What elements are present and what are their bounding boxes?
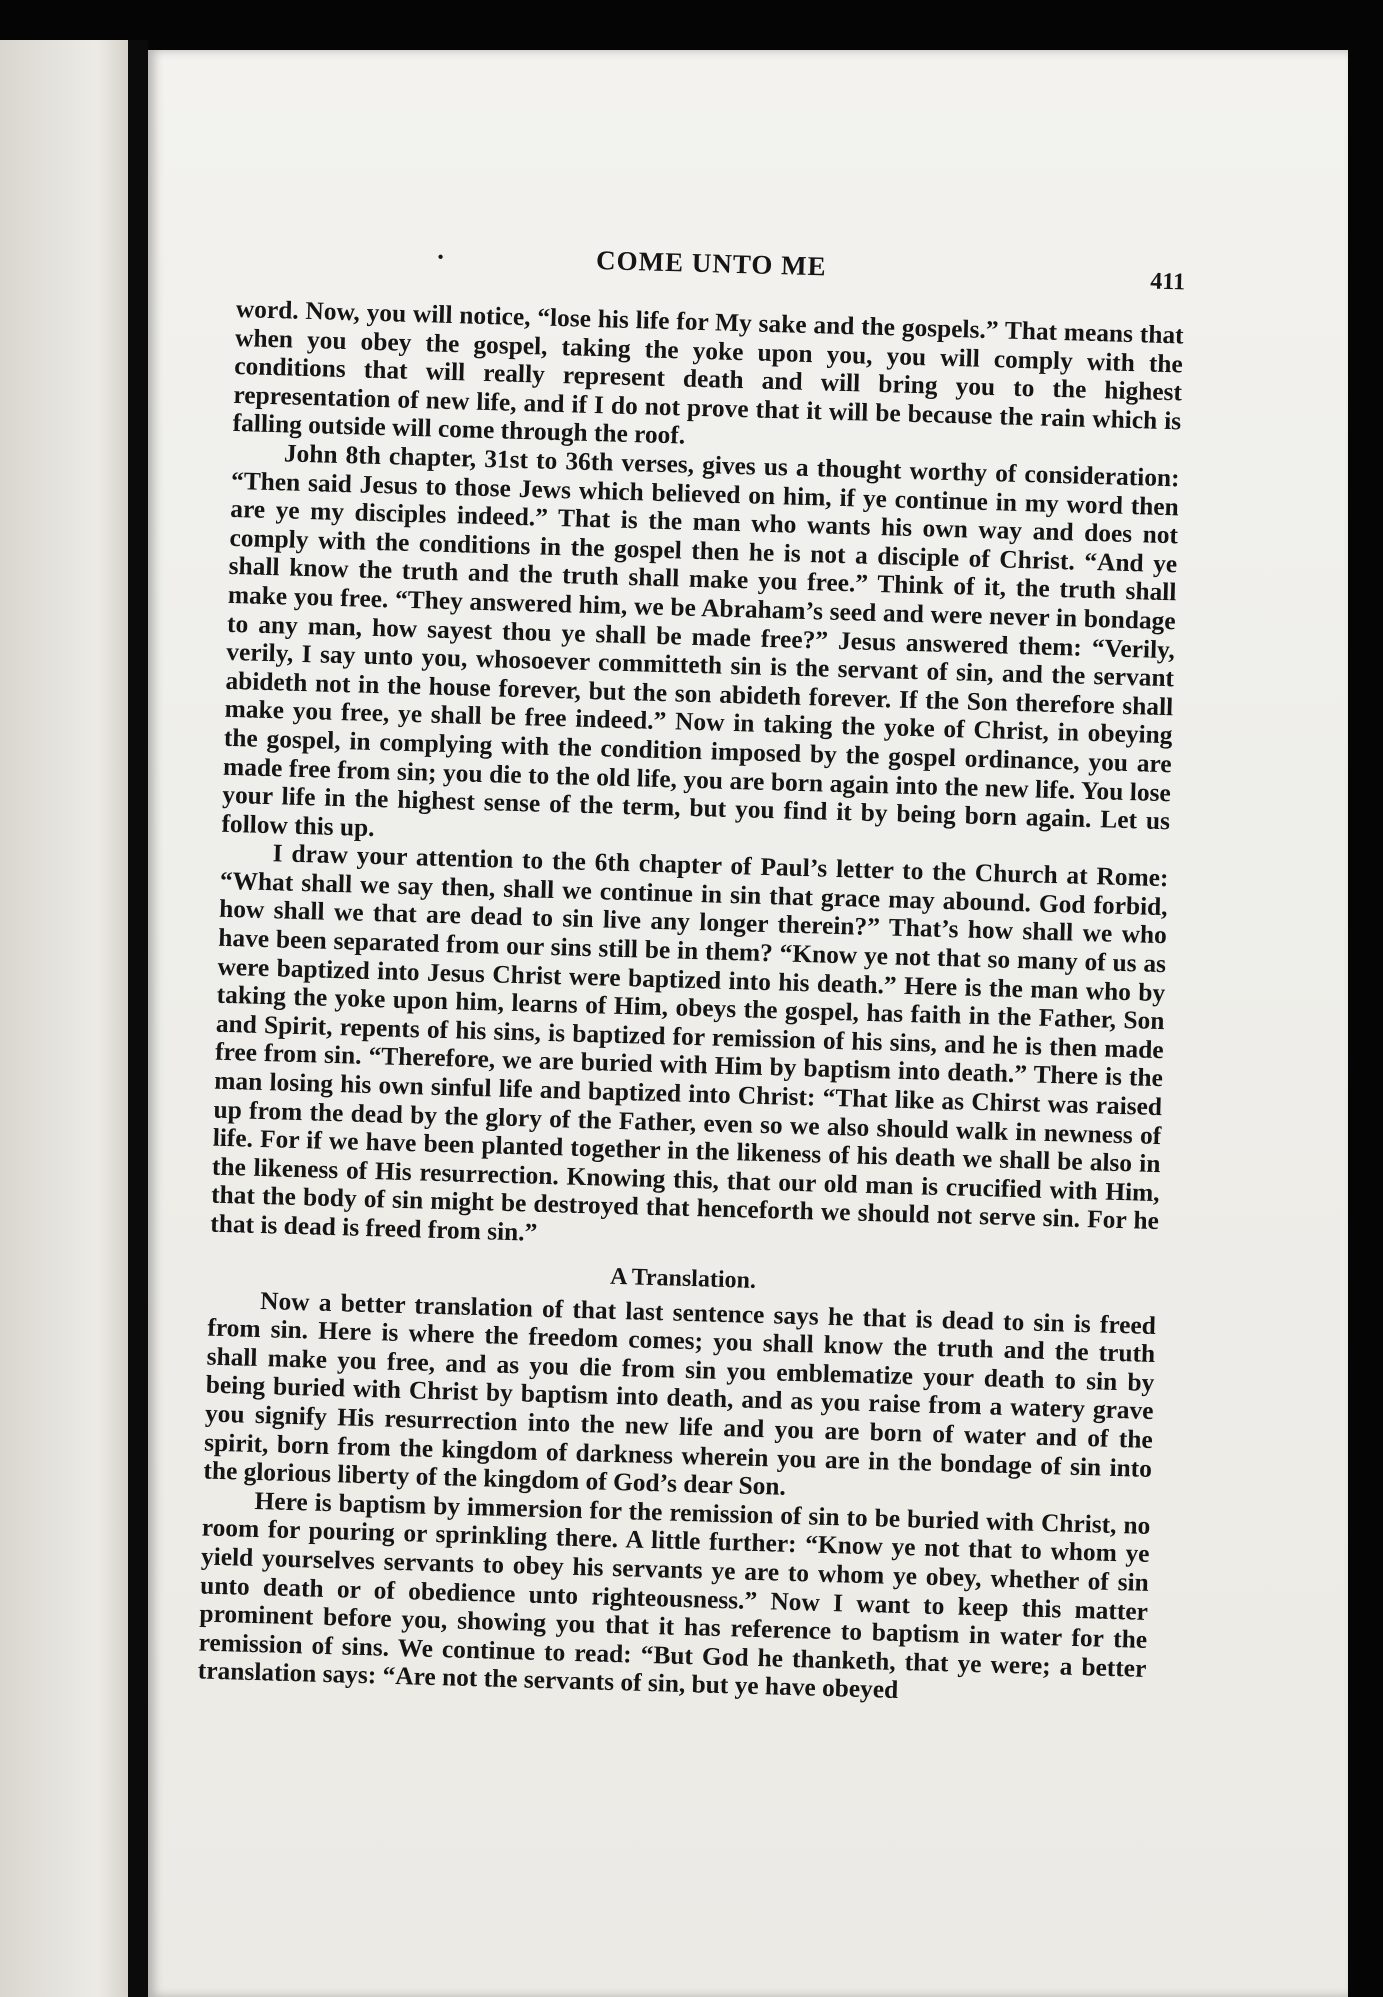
body-paragraph: word. Now, you will notice, “lose his life for My sake and the gospels.” That means that when you obey the gospel, taking the yoke upon you, you will comply with the conditions that will really represent death and will bring you to the highest representation of new life, and if I do not prove that it will be because the rain which is falling outside will come through the roof. (232, 294, 1184, 450)
page-title: COME UNTO ME (595, 245, 828, 282)
print-speck: • (437, 246, 445, 267)
page-text-block (197, 235, 1185, 1712)
body-paragraph: John 8th chapter, 31st to 36th verses, gives us a thought worthy of consideration: “Then said Jesus to those Jews which believed on him, if ye continue in my word then are ye my disciples indeed.” That is the man who wants his own way and does not comply with the conditions in the gospel then he is not a disciple of Christ. “And ye shall know the truth and the truth shall make you free.” Think of it, the truth shall make you free. “They answered him, we be Abraham’s seed and were never in bondage to any man, how sayest thou ye shall be made free?” Jesus answered them: “Verily, verily, I say unto you, whosoever committeth sin is the servant of sin, and the servant abideth not in the house forever, but the son abideth forever. If the Son therefore shall make you free, ye shall be free indeed.” Now in taking the yoke of Christ, in obeying the gospel, in complying with the condition imposed by the gospel ordinance, you are made free from sin; you die to the old life, you are born again into the new life. You lose your life in the highest sense of the term, but you find it by being born again. Let us follow this up. (221, 439, 1180, 842)
body-paragraph: Here is baptism by immersion for the remission of sin to be buried with Christ, no room for pouring or sprinkling there. A little further: “Know ye not that to whom ye yield yourselves servants to obey his servants ye are to whom ye obey, whether of sin unto death or of obedience unto righteousness.” Now I want to keep this matter prominent before you, showing you that it has reference to baptism in water for the remission of sins. We continue to read: “But God he thanketh, that ye were; a better translation says: “Are not the servants of sin, but ye have obeyed (197, 1486, 1151, 1705)
book-page (148, 50, 1348, 1997)
body-paragraph: Now a better translation of that last sentence says he that is dead to sin is freed from sin. Here is where the freedom comes; you shall know the truth and the truth shall make you free, and as you die from sin you emblematize your death to sin by being buried with Christ by baptism into death, and as you raise from a watery grave you signify His resurrection into the new life and you are born of water and of the spirit, born from the kingdom of darkness wherein you are in the bondage of sin into the glorious liberty of the kingdom of God’s dear Son. (203, 1286, 1157, 1501)
section-heading: A Translation. (609, 1263, 757, 1294)
page-number: 411 (1150, 268, 1186, 296)
book-gutter (128, 40, 148, 1997)
facing-page-edge (0, 40, 138, 1997)
body-paragraph: I draw your attention to the 6th chapter of Paul’s letter to the Church at Rome: “What shall we say then, shall we continue in sin that grace may abound. God forbid, how shall we that are dead to sin live any longer therein?” That’s how shall we who have been separated from our sins still be in them? “Know ye not that so many of us as were baptized into Jesus Christ were baptized into his death.” Here is the man who by taking the yoke upon him, learns of Him, obeys the gospel, has faith in the Father, Son and Spirit, repents of his sins, is baptized for remission of his sins, and he is then made free from sin. “Therefore, we are buried with Him by baptism into death.” There is the man losing his own sinful life and baptized into Christ: “That like as Chirst was raised up from the dead by the glory of the Father, even so we also should walk in newness of life. For if we have been planted together in the likeness of his death we shall be also in the likeness of His resurrection. Knowing this, that our old man is crucified with Him, that the body of sin might be destroyed that henceforth we should not serve sin. For he that is dead is freed from sin.” (209, 839, 1169, 1247)
